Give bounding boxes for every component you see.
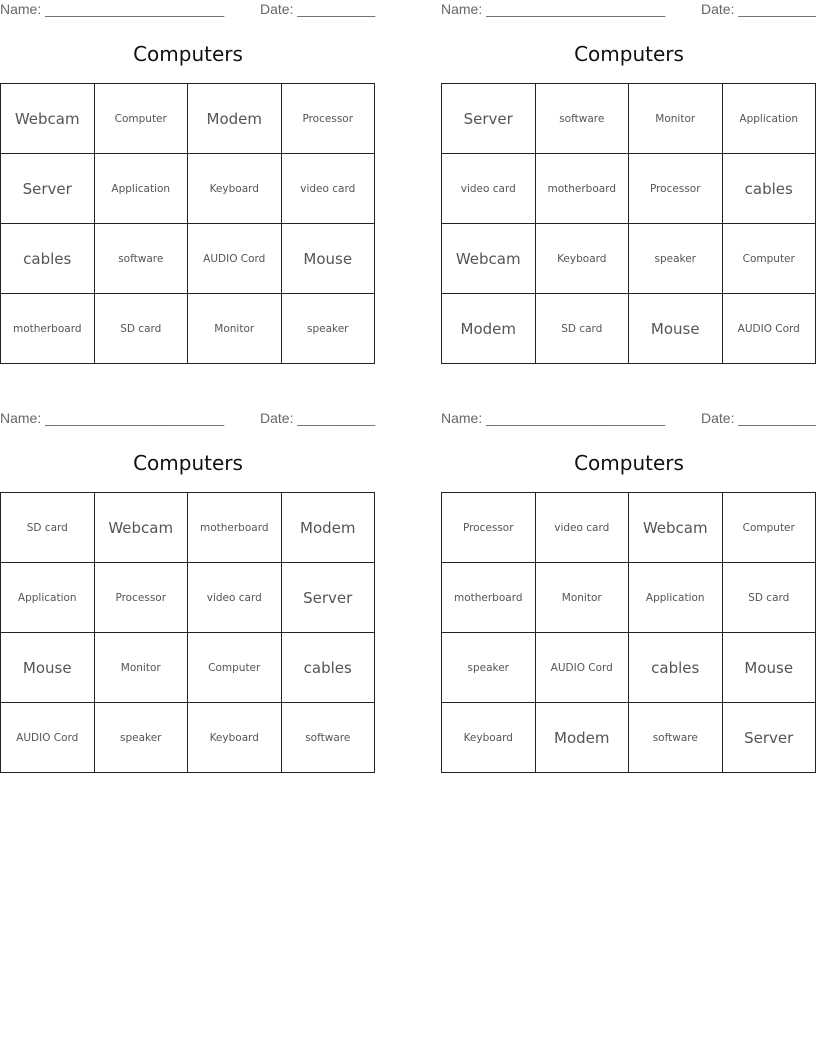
grid-row: [442, 493, 816, 563]
bingo-cell: Monitor: [94, 633, 188, 703]
grid-row: [442, 633, 816, 703]
bingo-cell: AUDIO Cord: [535, 633, 629, 703]
date-field-label: Date: __________: [260, 410, 376, 426]
bingo-grid: [441, 83, 816, 364]
bingo-cell: Server: [281, 563, 375, 633]
grid-row: [442, 154, 816, 224]
grid-row: [1, 633, 375, 703]
bingo-cell: Monitor: [188, 294, 282, 364]
bingo-cell: Server: [1, 154, 95, 224]
bingo-cell: speaker: [442, 633, 536, 703]
name-date-row: [0, 410, 376, 428]
grid-row: [1, 224, 375, 294]
bingo-cell: cables: [629, 633, 723, 703]
card-title: Computers: [133, 451, 243, 475]
grid-row: [442, 703, 816, 773]
grid-row: [1, 563, 375, 633]
date-field-label: Date: __________: [260, 1, 376, 17]
bingo-cell: software: [535, 84, 629, 154]
name-field-label: Name: _______________________: [0, 410, 225, 426]
name-date-row: [0, 1, 376, 19]
bingo-cell: Keyboard: [188, 154, 282, 224]
name-date-row: [441, 410, 816, 428]
bingo-cell: SD card: [535, 294, 629, 364]
bingo-cell: SD card: [1, 493, 95, 563]
name-field-label: Name: _______________________: [0, 1, 225, 17]
bingo-cell: motherboard: [188, 493, 282, 563]
grid-row: [442, 224, 816, 294]
bingo-cell: Keyboard: [535, 224, 629, 294]
bingo-cell: video card: [535, 493, 629, 563]
bingo-cell: Processor: [442, 493, 536, 563]
bingo-cell: Modem: [535, 703, 629, 773]
bingo-cell: Keyboard: [188, 703, 282, 773]
bingo-cell: SD card: [722, 563, 816, 633]
grid-row: [1, 154, 375, 224]
bingo-cell: Application: [629, 563, 723, 633]
bingo-cell: video card: [188, 563, 282, 633]
date-field-label: Date: __________: [701, 410, 816, 426]
bingo-cell: Webcam: [1, 84, 95, 154]
bingo-grid: [0, 83, 375, 364]
bingo-cell: motherboard: [1, 294, 95, 364]
bingo-cell: cables: [281, 633, 375, 703]
bingo-cell: Mouse: [281, 224, 375, 294]
bingo-cell: Processor: [281, 84, 375, 154]
bingo-cell: software: [629, 703, 723, 773]
bingo-cell: Processor: [629, 154, 723, 224]
bingo-cell: Computer: [94, 84, 188, 154]
bingo-cell: Modem: [281, 493, 375, 563]
bingo-cell: speaker: [629, 224, 723, 294]
bingo-cell: AUDIO Cord: [188, 224, 282, 294]
grid-row: [1, 84, 375, 154]
bingo-cell: Webcam: [442, 224, 536, 294]
bingo-cell: motherboard: [442, 563, 536, 633]
bingo-cell: software: [94, 224, 188, 294]
bingo-cell: Application: [1, 563, 95, 633]
bingo-cell: SD card: [94, 294, 188, 364]
bingo-cell: AUDIO Cord: [722, 294, 816, 364]
name-date-row: [441, 1, 816, 19]
bingo-cell: Mouse: [1, 633, 95, 703]
bingo-cell: cables: [722, 154, 816, 224]
card-title: Computers: [574, 451, 684, 475]
bingo-cell: Mouse: [722, 633, 816, 703]
name-field-label: Name: _______________________: [441, 1, 666, 17]
bingo-cell: Modem: [442, 294, 536, 364]
bingo-cell: Monitor: [629, 84, 723, 154]
bingo-grid: [0, 492, 375, 773]
bingo-cell: Mouse: [629, 294, 723, 364]
grid-row: [1, 294, 375, 364]
bingo-cell: cables: [1, 224, 95, 294]
bingo-cell: Modem: [188, 84, 282, 154]
bingo-cell: video card: [281, 154, 375, 224]
bingo-cell: Computer: [722, 224, 816, 294]
grid-row: [1, 703, 375, 773]
bingo-cell: Server: [722, 703, 816, 773]
bingo-cell: Application: [722, 84, 816, 154]
bingo-cell: Monitor: [535, 563, 629, 633]
bingo-cell: Computer: [188, 633, 282, 703]
bingo-cell: Server: [442, 84, 536, 154]
bingo-grid: [441, 492, 816, 773]
bingo-cell: Webcam: [629, 493, 723, 563]
bingo-cell: Application: [94, 154, 188, 224]
bingo-cell: Keyboard: [442, 703, 536, 773]
name-field-label: Name: _______________________: [441, 410, 666, 426]
bingo-cell: speaker: [281, 294, 375, 364]
bingo-cell: Processor: [94, 563, 188, 633]
bingo-cell: Computer: [722, 493, 816, 563]
grid-row: [442, 294, 816, 364]
grid-row: [1, 493, 375, 563]
grid-row: [442, 84, 816, 154]
bingo-cell: video card: [442, 154, 536, 224]
card-title: Computers: [574, 42, 684, 66]
date-field-label: Date: __________: [701, 1, 816, 17]
bingo-cell: software: [281, 703, 375, 773]
grid-row: [442, 563, 816, 633]
card-title: Computers: [133, 42, 243, 66]
bingo-cell: AUDIO Cord: [1, 703, 95, 773]
bingo-cell: Webcam: [94, 493, 188, 563]
bingo-cell: speaker: [94, 703, 188, 773]
bingo-cell: motherboard: [535, 154, 629, 224]
